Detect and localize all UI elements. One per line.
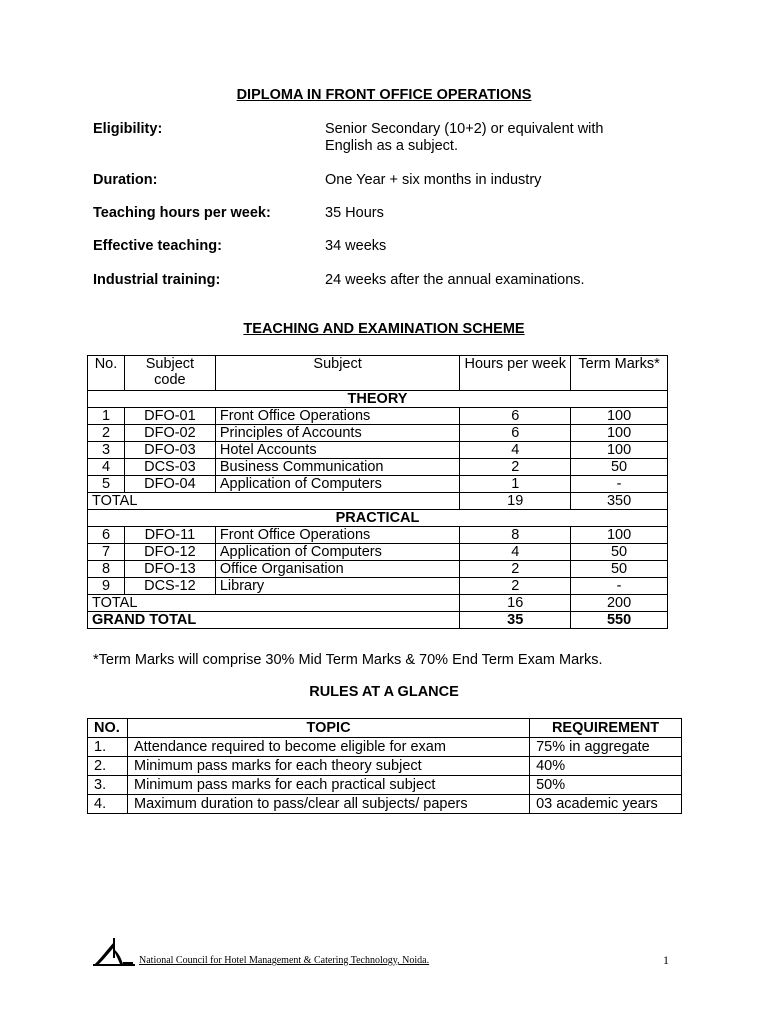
- info-value: Senior Secondary (10+2) or equivalent with English as a subject.: [325, 121, 604, 154]
- practical-total-row: [88, 595, 668, 612]
- document-title: DIPLOMA IN FRONT OFFICE OPERATIONS: [236, 87, 532, 103]
- table-row: [88, 757, 682, 776]
- cell-hours: 1: [460, 476, 571, 493]
- info-label: Duration:: [93, 172, 158, 188]
- cell-no: 2.: [88, 757, 128, 776]
- header-term-marks: Term Marks*: [571, 356, 668, 391]
- page-number: 1: [663, 953, 669, 967]
- nchm-logo-icon: [93, 936, 137, 970]
- cell-hours: 8: [460, 527, 571, 544]
- header-requirement: REQUIREMENT: [530, 719, 682, 738]
- table-row: [88, 795, 682, 814]
- cell-no: 2: [88, 425, 125, 442]
- rules-title: RULES AT A GLANCE: [309, 684, 459, 700]
- cell-hours: 6: [460, 425, 571, 442]
- cell-subject: Application of Computers: [215, 476, 460, 493]
- cell-code: DFO-04: [124, 476, 215, 493]
- cell-no: 7: [88, 544, 125, 561]
- page-footer: [93, 936, 683, 970]
- cell-marks: -: [571, 476, 668, 493]
- info-label: Effective teaching:: [93, 238, 222, 254]
- table-row: [88, 408, 668, 425]
- cell-code: DFO-02: [124, 425, 215, 442]
- table-row: [88, 776, 682, 795]
- info-label: Eligibility:: [93, 121, 163, 137]
- table-row: [88, 442, 668, 459]
- cell-no: 4.: [88, 795, 128, 814]
- cell-code: DCS-12: [124, 578, 215, 595]
- cell-marks: 100: [571, 527, 668, 544]
- cell-topic: Minimum pass marks for each practical subject: [127, 776, 529, 795]
- cell-hours: 2: [460, 561, 571, 578]
- cell-topic: Attendance required to become eligible for exam: [127, 738, 529, 757]
- cell-no: 1.: [88, 738, 128, 757]
- rules-table: [87, 718, 682, 814]
- cell-requirement: 03 academic years: [530, 795, 682, 814]
- cell-no: 3.: [88, 776, 128, 795]
- cell-marks: 100: [571, 425, 668, 442]
- cell-subject: Office Organisation: [215, 561, 460, 578]
- cell-subject: Front Office Operations: [215, 527, 460, 544]
- cell-no: 6: [88, 527, 125, 544]
- table-header-row: [88, 719, 682, 738]
- cell-subject: Hotel Accounts: [215, 442, 460, 459]
- cell-hours: 6: [460, 408, 571, 425]
- cell-marks: 100: [571, 442, 668, 459]
- cell-code: DFO-03: [124, 442, 215, 459]
- info-label: Teaching hours per week:: [93, 205, 271, 221]
- cell-marks: 50: [571, 561, 668, 578]
- header-no: No.: [88, 356, 125, 391]
- cell-subject: Front Office Operations: [215, 408, 460, 425]
- footer-text: National Council for Hotel Management & Catering Technology, Noida.: [139, 955, 430, 966]
- cell-subject: Principles of Accounts: [215, 425, 460, 442]
- cell-hours: 4: [460, 544, 571, 561]
- total-label: TOTAL: [88, 493, 460, 510]
- table-row: [88, 544, 668, 561]
- info-value: One Year + six months in industry: [325, 172, 542, 188]
- cell-no: 3: [88, 442, 125, 459]
- cell-subject: Application of Computers: [215, 544, 460, 561]
- section-label: PRACTICAL: [88, 510, 668, 527]
- info-value: 34 weeks: [325, 238, 387, 254]
- cell-marks: -: [571, 578, 668, 595]
- cell-code: DFO-12: [124, 544, 215, 561]
- total-marks: 200: [571, 595, 668, 612]
- table-row: [88, 476, 668, 493]
- cell-code: DFO-11: [124, 527, 215, 544]
- section-row-theory: [88, 391, 668, 408]
- grand-total-marks: 550: [571, 612, 668, 629]
- term-marks-note: *Term Marks will comprise 30% Mid Term Marks & 70% End Term Exam Marks.: [93, 652, 603, 668]
- cell-marks: 100: [571, 408, 668, 425]
- total-hours: 16: [460, 595, 571, 612]
- table-row: [88, 738, 682, 757]
- grand-total-hours: 35: [460, 612, 571, 629]
- table-row: [88, 527, 668, 544]
- header-hours: Hours per week: [460, 356, 571, 391]
- cell-hours: 4: [460, 442, 571, 459]
- cell-no: 9: [88, 578, 125, 595]
- table-row: [88, 459, 668, 476]
- cell-hours: 2: [460, 459, 571, 476]
- cell-requirement: 75% in aggregate: [530, 738, 682, 757]
- cell-code: DCS-03: [124, 459, 215, 476]
- table-row: [88, 561, 668, 578]
- total-hours: 19: [460, 493, 571, 510]
- total-marks: 350: [571, 493, 668, 510]
- header-no: NO.: [88, 719, 128, 738]
- cell-requirement: 40%: [530, 757, 682, 776]
- cell-subject: Business Communication: [215, 459, 460, 476]
- cell-no: 4: [88, 459, 125, 476]
- table-row: [88, 425, 668, 442]
- header-topic: TOPIC: [127, 719, 529, 738]
- cell-marks: 50: [571, 544, 668, 561]
- cell-no: 5: [88, 476, 125, 493]
- section-label: THEORY: [88, 391, 668, 408]
- table-row: [88, 578, 668, 595]
- table-header-row: [88, 356, 668, 391]
- scheme-title: TEACHING AND EXAMINATION SCHEME: [243, 321, 525, 337]
- info-value: 24 weeks after the annual examinations.: [325, 272, 585, 288]
- grand-total-row: [88, 612, 668, 629]
- cell-hours: 2: [460, 578, 571, 595]
- cell-code: DFO-13: [124, 561, 215, 578]
- scheme-table: [87, 355, 668, 629]
- info-label: Industrial training:: [93, 272, 221, 288]
- header-subject-code: Subject code: [124, 356, 215, 391]
- cell-topic: Minimum pass marks for each theory subject: [127, 757, 529, 776]
- section-row-practical: [88, 510, 668, 527]
- cell-requirement: 50%: [530, 776, 682, 795]
- cell-topic: Maximum duration to pass/clear all subjects/ papers: [127, 795, 529, 814]
- cell-no: 8: [88, 561, 125, 578]
- grand-total-label: GRAND TOTAL: [88, 612, 460, 629]
- header-subject: Subject: [215, 356, 460, 391]
- cell-marks: 50: [571, 459, 668, 476]
- total-label: TOTAL: [88, 595, 460, 612]
- theory-total-row: [88, 493, 668, 510]
- info-value: 35 Hours: [325, 205, 384, 221]
- cell-subject: Library: [215, 578, 460, 595]
- cell-no: 1: [88, 408, 125, 425]
- cell-code: DFO-01: [124, 408, 215, 425]
